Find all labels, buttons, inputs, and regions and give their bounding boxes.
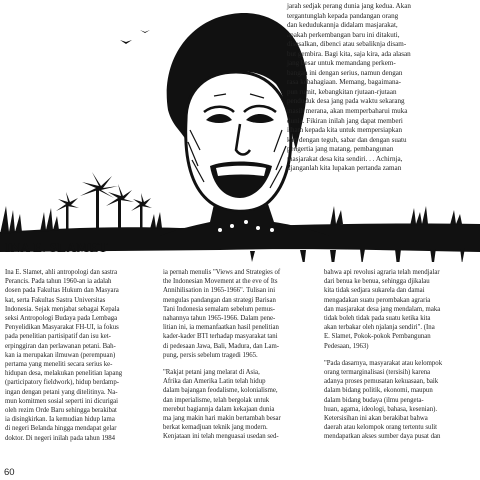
text-line: dari benua ke benua, sehingga djikalau (324, 278, 430, 286)
text-line: dosen pada Fakultas Hukum dan Masyara (5, 287, 119, 295)
text-line: pung, persis sebelum tragedi 1965. (163, 351, 258, 359)
text-line: apakah perkembangan baru ini ditakuti, (287, 30, 400, 39)
text-line: huan, agama, ideologi, bahasa, kesenian). (324, 405, 438, 413)
text-line: pun rumit, kebangkitan rjutaan-rjutaan (287, 87, 397, 96)
text-line: kader-kader BTI terhadap masyarakat tani (163, 333, 278, 341)
text-line: pengertia jang matang, pembangunan (287, 145, 394, 154)
text-line: rasa kebahagiaan. Memang, bagaimana- (287, 78, 402, 87)
text-line: adanya proses pemusatan kekuasaan, baik (324, 378, 439, 386)
text-line: ilham kepada kita untuk mempersiapkan (287, 126, 403, 135)
text-line: mendapatkan akses sumber daya pusat dan (324, 433, 441, 441)
brush-drips (250, 248, 465, 262)
text-line: jang besar untuk memandang perkem- (287, 59, 396, 68)
text-line: akan terbakar oleh njalanja sendiri". (Ina (324, 324, 435, 332)
text-line: disesalkan, dibenci atau sebaliknja disam- (287, 40, 407, 49)
text-line: Afrika dan Amerika Latin telah hidup (163, 378, 266, 386)
bird-shapes (120, 30, 150, 44)
text-line: orang termarginalisasi (tersisih) karena (324, 369, 431, 377)
text-line: Indonesia. Sejak menjabat sebagai Kepala (5, 305, 120, 313)
text-line: "Rakjat petani jang melarat di Asia, (163, 369, 260, 377)
text-line: the Indonesian Movement at the eve of Its (163, 278, 278, 286)
text-line: pertama yang meneliti secara serius ke- (5, 361, 113, 369)
text-line: hidupan desa, melakukan penelitian lapang (5, 370, 123, 378)
text-line: but gembira. Bagi kita, saja kira, ada alasan (287, 49, 411, 58)
text-line: doktor. Di negeri inilah pada tahun 1984 (5, 434, 116, 442)
text-line: pada penelitian partisipatif dan isu ket- (5, 333, 111, 341)
text-line: masih merana, akan memperbaharui muka (287, 107, 408, 116)
text-line: bahwa api revolusi agraria telah mendjalar (324, 269, 440, 276)
text-line: Penyelidikan Masyarakat FH-UI, ia fokus (5, 324, 119, 332)
text-line: mun komitmen sosial seperti ini dicurigai (5, 397, 119, 405)
text-line: di pedesaan Jawa, Bali, Madura, dan Lam- (163, 342, 280, 350)
body-column-3 (324, 268, 476, 442)
text-line: seksi Antropologi Budaya pada Lembaga (5, 315, 118, 323)
text-line: ingan dengan petani yang ditelitinya. Na- (5, 388, 118, 396)
portrait-teeth (216, 166, 266, 176)
text-line: kita tidak sedjara sukarela dan damai (324, 287, 425, 295)
text-line: Perancis. Pada tahun 1960-an ia adalah (5, 278, 112, 286)
text-line: berkat kemadjuan teknik jang modern. (163, 424, 268, 432)
body-column-2 (163, 268, 323, 442)
text-line: (participatory fieldwork), hidup berdamp- (5, 379, 119, 387)
text-line: bangan ini dengan serius, namun dengan (287, 68, 403, 77)
paragraph-gap (163, 360, 323, 368)
text-line: mengadakan suatu perombakan agraria (324, 296, 431, 304)
text-line: dan kedudukannja didalam masjarakat, (287, 21, 398, 30)
text-line: Ina E. Slamet, ahli antropologi dan sastra (5, 269, 118, 276)
text-line: tidak boleh tidak pada suatu ketika kita (324, 315, 431, 323)
text-line: ma jang makin hari makin bertambah besar (163, 415, 281, 423)
text-line: dalam bidang budaya (ilmu pengeta- (324, 396, 424, 404)
text-line: "Pada dasarnya, masyarakat atau kelompok (324, 359, 443, 367)
text-line: tergantunglah kepada pandangan orang (287, 11, 399, 20)
body-column-1 (5, 268, 153, 443)
page-number: 60 (4, 467, 15, 478)
text-line: daerah atau kelompok orang tertentu sulit (324, 424, 438, 432)
text-line: ia disingkirkan. Ia kemudian hidup lama (5, 416, 115, 424)
text-line: Kenjataan ini telah menguasai usedan sed- (163, 433, 279, 441)
text-line: mengulas pandangan dan strategi Barisan (163, 296, 276, 304)
text-line: penduduk desa jang pada waktu sekarang (287, 97, 405, 106)
text-line: oleh rezim Orde Baru sehingga berakibat (5, 407, 117, 415)
text-line: kat, serta Fakultas Sastra Universitas (5, 296, 106, 304)
upper-right-column (287, 2, 471, 174)
text-line: dunia. Fikiran inilah jang dapat memberi (287, 116, 403, 125)
text-line: dalam bajangan feodalisme, kolonialisme, (163, 387, 278, 395)
text-line: djanganlah kita lupakan pertanda zaman (287, 164, 402, 173)
text-line: E. Slamet, Pokok-pokok Pembangunan (324, 333, 431, 341)
paragraph-gap (324, 351, 476, 359)
text-line: litian ini, ia memanfaatkan hasil penelitian (163, 324, 279, 332)
text-line: nahannya tahun 1965-1966. Dalam pene- (163, 315, 276, 323)
text-line: ia pernah menulis "Views and Strategies of (163, 269, 281, 276)
text-line: Annihilisation in 1965-1966". Tulisan ini (163, 287, 276, 295)
text-line: merebut bagiannja dalam kekajaan dunia (163, 405, 275, 413)
text-line: kan dengan teguh, sabar dan dengan suatu (287, 135, 407, 144)
text-line: dan masjarakat desa jang mendalam, maka (324, 305, 441, 313)
text-line: kan ia merupakan ilmuwan (perempuan) (5, 351, 116, 359)
article-title: INA E. SLAMET (5, 240, 108, 255)
text-line: erpinggiran dan perlawanan petani. Bah- (5, 342, 116, 350)
text-line: Pedesaan, 1963) (324, 342, 369, 350)
text-line: dan imperialisme, telah bergolak untuk (163, 396, 270, 404)
text-line: Ketersisihan ini akan berakibat bahwa (324, 415, 428, 423)
text-line: Tani Indonesia semalam sebelum pemus- (163, 305, 276, 313)
text-line: dalam bidang politik, ekonomi, maupun (324, 387, 433, 395)
text-line: di negeri Belanda hingga mendapat gelar (5, 425, 117, 433)
text-line: masjarakat desa kita sendiri. . . Achirnja, (287, 154, 403, 163)
text-line: jarah sedjak perang dunia jang kedua. Akan (287, 2, 411, 10)
